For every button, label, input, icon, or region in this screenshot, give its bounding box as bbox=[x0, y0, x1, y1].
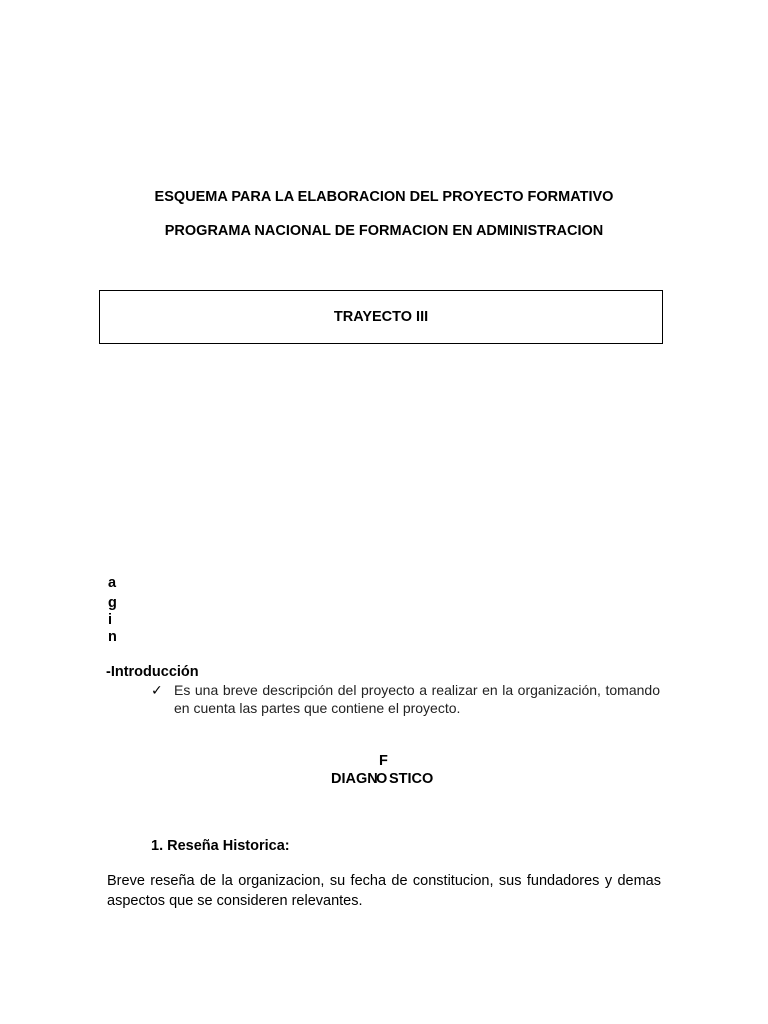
vertical-fragment-char: i bbox=[108, 612, 113, 628]
vertical-fragment-char: g bbox=[108, 595, 117, 611]
document-title: ESQUEMA PARA LA ELABORACION DEL PROYECTO FORMATIVO bbox=[154, 189, 614, 205]
diagnostico-overlap-letter: F bbox=[379, 753, 388, 769]
program-title: PROGRAMA NACIONAL DE FORMACION EN ADMINISTRACION bbox=[164, 223, 604, 239]
intro-heading: -Introducción bbox=[106, 664, 199, 680]
intro-bullet-text: Es una breve descripción del proyecto a realizar en la organización, tomando en cuenta las partes que contiene el proyecto. bbox=[174, 682, 660, 716]
section-body: Breve reseña de la organizacion, su fecha de constitucion, sus fundadores y demas aspectos que se consideren relevantes. bbox=[107, 873, 661, 909]
diagnostico-heading-end: STICO bbox=[389, 771, 434, 787]
checkmark-icon: ✓ bbox=[151, 682, 163, 698]
vertical-fragment-char: n bbox=[108, 629, 117, 645]
trayecto-label: TRAYECTO III bbox=[333, 309, 429, 325]
trayecto-box bbox=[99, 290, 663, 344]
diagnostico-heading-start: DIAGN bbox=[331, 771, 378, 787]
diagnostico-heading-o: O bbox=[376, 771, 388, 787]
vertical-fragment-char: a bbox=[108, 575, 117, 591]
section-heading: 1. Reseña Historica: bbox=[151, 838, 290, 854]
